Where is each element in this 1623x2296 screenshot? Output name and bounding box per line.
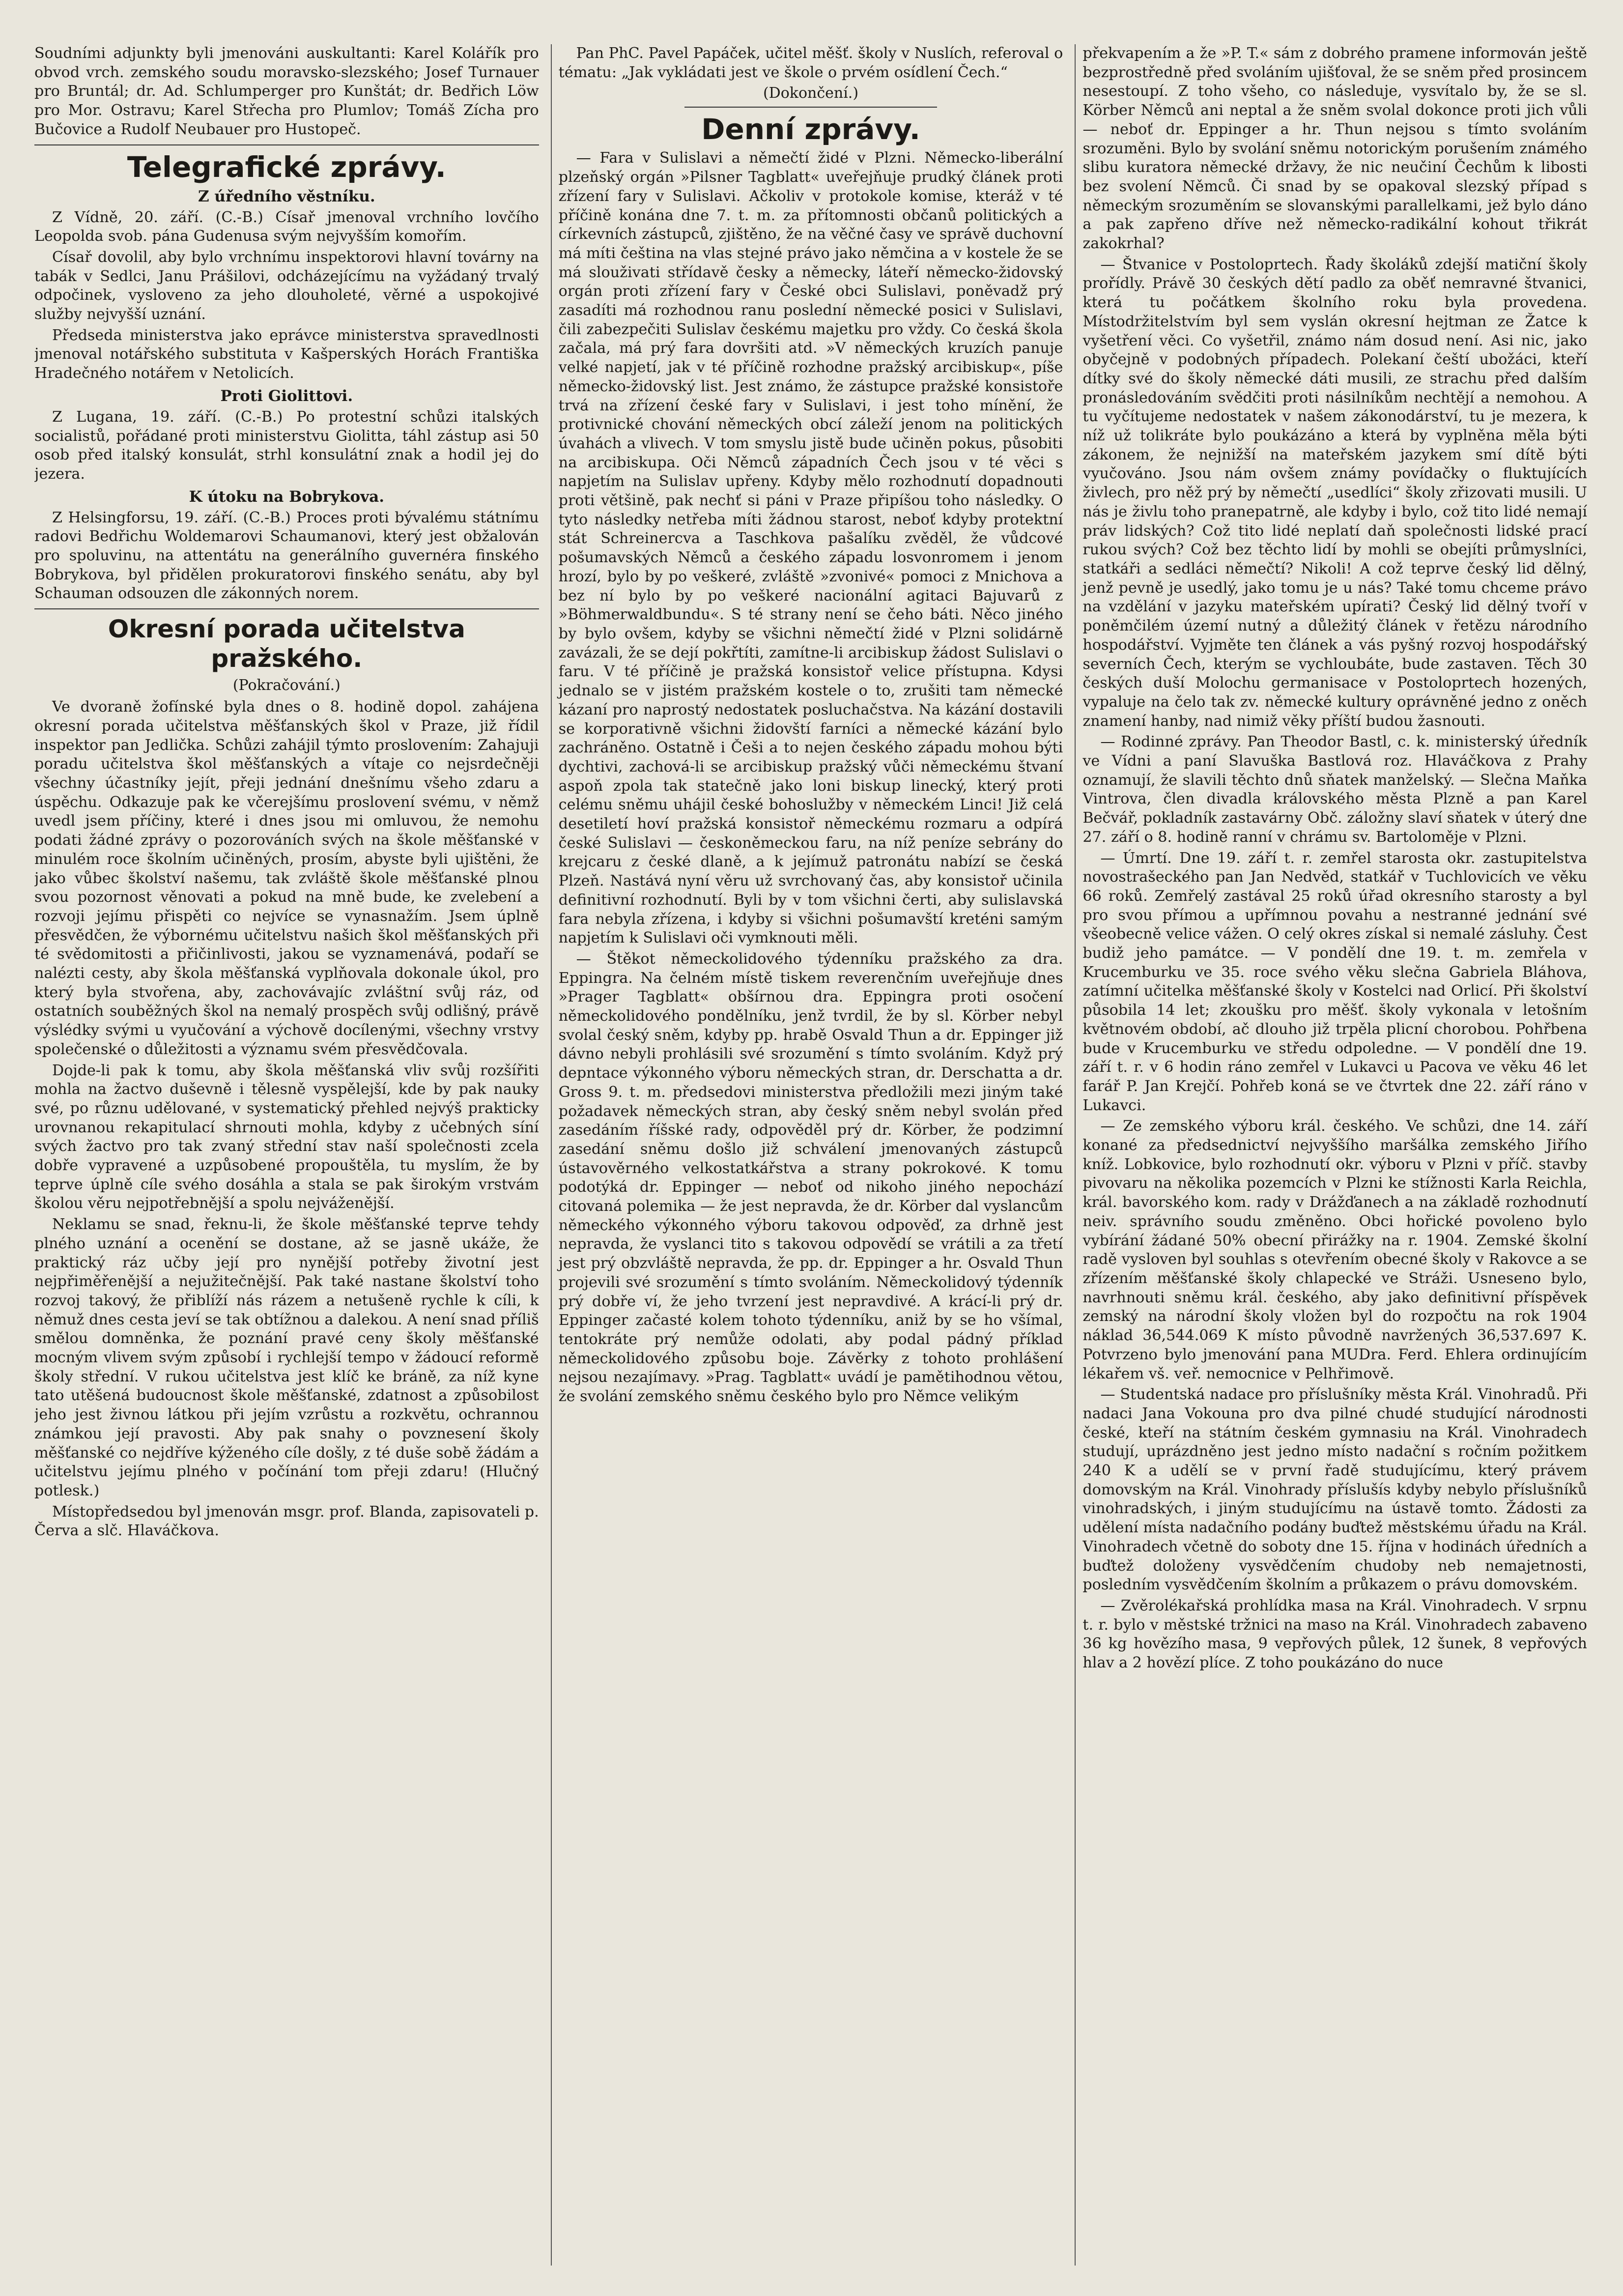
family-news: — Rodinné zprávy. Pan Theodor Bastl, c. k. ministerský úředník ve Vídni a paní Slavuška Bastlová roz. Hlaváčkova z Prahy oznamují, že slavili těchto dnů sňatek manželský. — Slečna Maňka Vintrova, člen divadla královského města Plzně a pan Karel Bečvář, pokladník zastavárny Obč. záložny slaví sňatek v úterý dne 27. září o 8. hodině ranní v chrámu sv. Bartoloměje v Plzni. — [1082, 733, 1588, 846]
obituaries: — Úmrtí. Dne 19. září t. r. zemřel starosta okr. zastupitelstva novostrašeckého pan Jan Nedvěd, statkář v Tuchlovicích ve věku 66 roků. Zemřelý zastával 25 roků úřad okresního starosty a byl pro svou přímou a upřímnou povahu a nestranné jednání své všeobecně velice vážen. O celý okres získal si nemalé zásluhy. Čest budiž jeho památce. — V pondělí dne 19. t. m. zemřela v Krucemburku ve 35. roce svého věku slečna Gabriela Bláhova, zatímní učitelka měšťanské školy v Kostelci nad Orlicí. Při školství působila 14 let; zkoušku pro měšť. školy vykonala v letošním květnovém období, ač dlouho již trpěla plicní chorobou. Pohřbena bude v Krucemburku ve středu odpoledne. — V pondělí dne 19. září t. r. v 6 hodin ráno zemřel v Lukavci u Pacova ve věku 46 let farář P. Jan Krejčí. Pohřeb koná se ve čtvrtek dne 22. září ráno v Lukavci. — [1082, 849, 1588, 1114]
column-3 — [1075, 44, 1587, 2266]
teachers-meeting-heading: Okresní porada učitelstva pražského. — [108, 615, 465, 673]
bobrykov-subheading: K útoku na Bobrykova. — [189, 488, 385, 506]
meeting-paragraph-2: Dojde-li pak k tomu, aby škola měšťanská vliv svůj rozšířiti mohla na žactvo duševně i tělesně vyspělejší, kde by pak nauky své, po různu udělované, v systematický přehled nejvýš prakticky urovnanou rekapitulací shrnouti mohla, kdyby z učebných síní svých žactvo pro tak zvaný střední stav naší společnosti zcela dobře vypravené a uzpůsobené propouštěla, tu myslím, že by teprve úplně cíle svého dosáhla a stala se pak širokým vrstvám školou věru nejpotřebnější a spolu nejváženější. — [34, 1062, 539, 1212]
student-foundation: — Studentská nadace pro příslušníky města Král. Vinohradů. Při nadaci Jana Vokouna pro dva pilné chudé studující národnosti české, kteří na státním českém gymnasiu na Král. Vinohradech studují, uprázdněno jest jedno místo nadační s ročním požitkem 240 K a udělí se v první řadě studujícímu, který právem domovským na Král. Vinohrady příslušís kdyby nebylo příslušníků vinohradských, i jiným studujícímu na ústavě tomto. Žádosti za udělení místa nadačního podány buďtež městskému úřadu na Král. Vinohradech včetně do soboty dne 15. října v hodinách úředních a buďtež doloženy vysvědčením chudoby neb nemajetnosti, posledním vysvědčením školním a průkazem o právu domovském. — [1082, 1386, 1588, 1594]
daily-news-heading: Denní zprávy. — [701, 113, 920, 146]
giolitti-subheading: Proti Giolittovi. — [220, 387, 353, 405]
continuation-note: (Pokračování.) — [232, 677, 341, 694]
eppinger-article: — Štěkot německolidového týdenníku pražského za dra. Eppingra. Na čelném místě tiskem reverenčním uveřejňuje dnes »Prager Tagblatt« obšírnou dra. Eppingra proti osočení německolidového pondělníku, jenž tvrdil, že by sl. Körber nebyl svolal český sněm, kdyby pp. hrabě Osvald Thun a dr. Eppinger již dávno nebyli prohlásili své srozumění s tímto svoláním. Když prý depntace výkonného výboru německých stran, dr. Derschatta a dr. Gross 9. t. m. předsedovi ministerstva předložili mezi jiným také požadavek německých stran, aby český sněm nebyl svolán před zasedáním říšské rady, odpověděl prý dr. Körber, že podzimní zasedání sněmu došlo již schválení jmenovaných zástupců ústavověrného velkostatkářstva a strany pokrokové. K tomu podotýká dr. Eppinger — neboť od nikoho jiného nepochází citovaná polemika — že jest nepravda, že dr. Körber dal vyslancům německého výkonného výboru takovou odpověď, za drhně jest nepravda, že vyslanci tito s takovou odpovědí se vrátili a za třetí jest prý obzvláště nepravda, že pp. dr. Eppinger a hr. Osvald Thun projevili své srozumění s tímto svoláním. Německolidový týdenník prý dobře ví, že jeho tvrzení jest nepravdivé. A krácí-li prý dr. Eppinger začasté kolem tohoto týdenníku, aniž by se ho všímal, tentokráte prý nemůže odolati, aby podal pádný příklad německolidového způsobu boje. Závěrky z tohoto prohlášení nejsou nezajímavy. »Prag. Tagblatt« uvádí je pamětihodnou větou, že svolání zemského sněmu českého bylo pro Němce velikým — [558, 950, 1063, 1406]
vienna-item-3: Předseda ministerstva jako eprávce ministerstva spravedlnosti jmenoval notářského substituta v Kašperských Horách Františka Hradečného notářem v Netolicích. — [34, 326, 539, 382]
judges-appointment: Soudními adjunkty byli jmenováni auskultanti: Karel Kolářík pro obvod vrch. zemského soudu moravsko-slezského; Josef Turnauer pro Bruntál; dr. Ad. Schlumperger pro Kunštát; dr. Bedřich Löw pro Mor. Ostravu; Karel Střecha pro Plumlov; Tomáš Zícha pro Bučovice a Rudolf Neubauer pro Hustopeč. — [34, 45, 539, 138]
eppinger-continued: překvapením a že »P. T.« sám z dobrého pramene informován ještě bezprostředně před svoláním ujišťoval, že se sněm před prosincem nesestoupí. Z toho všeho, co následuje, vysvítalo by, že se sl. Körber Němců ani neptal a že sněm svolal dokonce proti jich vůli — neboť dr. Eppinger a hr. Thun nejsou s tímto svoláním srozuměni. Bylo by svolání sněmu notorickým porušením známého slibu kuratora německé državy, že nic neučiní Čechům k libosti bez svolení Němců. Či snad by se opakoval slezský případ s německým srozuměním se slovanskými parallelkami, jež bylo dáno a pak zapřeno dříve než německo-radikální kohout třikrát zakokrhal? — [1082, 45, 1588, 253]
newspaper-page — [34, 44, 1587, 2266]
meeting-paragraph-4: Místopředsedou byl jmenován msgr. prof. Blanda, zapisovateli p. Červa a slč. Hlaváčkova. — [34, 1503, 539, 1540]
postoloprty-article: — Štvanice v Postoloprtech. Řady školáků zdejší matiční školy prořídly. Právě 30 českých dětí padlo za oběť nemravné štvanici, která tu počátkem školního roku byla provedena. Místodržitelstvím byl sem vyslán okresní hejtman ze Žatce k vyšetření věci. Co vyšetřil, známo nám dosud není. Asi nic, jako obyčejně v podobných případech. Polekaní čeští ubožáci, kteří dítky své do školy německé dáti musili, ze strachu před dalším pronásledováním svědčiti proti násilníkům nechtějí a nemohou. A tu vyčítujeme nedostatek v našem zákonodárství, tu je mezera, k níž už tolikráte bylo poukázáno a která by vyplněna měla býti zákonem, že nejnižší na mateřském jazykem smí dítě býti vyučováno. Jsou nám ovšem známy povídačky o fluktujících živlech, pro něž prý by němečtí „usedlíci“ školy zřizovati musili. U nás je živlu toho pranepatrně, ale kdyby i bylo, což tito lidé nemají práv lidských? Což tito lidé neplatí daň společnosti lidské prací rukou svých? Což bez těchto lidí by mohli se obejíti průmyslníci, statkáři a sedláci němečtí? Nikoli! A což teprve český lid dělný, jenž pevně je usedlý, jako tomu je u nás? Také tomu chceme právo na vzdělání v jazyku mateřském upírati? Český lid dělný tvoří v poněmčilém území nutný a důležitý článek v řetězu národního hospodářství. Vyjměte ten článek a vás pyšný rozvoj hospodářský severních Čech, kterým se vychloubáte, bude zastaven. Těch 30 českých duší Molochu germanisace v Postoloprtech hozených, vypaluje na čelo tak zv. německé kultury oprávněné jedno z oněch znamení hanby, nad nimiž věky příští budou žasnouti. — [1082, 256, 1588, 730]
helsingfors-item: Z Helsingforsu, 19. září. (C.-B.) Proces proti bývalému státnímu radovi Bedřichu Woldemarovi Schaumanovi, který jest obžalován pro spoluvinu, na attentátu na generálního guvernéra finského Bobrykova, byl přidělen prokuratorovi finského senátu, aby byl Schauman odsouzen dle zákonných norem. — [34, 509, 539, 603]
sulislav-parish-article: — Fara v Sulislavi a němečtí židé v Plzni. Německo-liberální plzeňský orgán »Pilsner Tagblatt« uveřejňuje prudký článek proti zřízení fary v Sulislavi. Ačkoliv v protokole komise, kteráž v té příčině konána dne 7. t. m. za přítomnosti občanů politických a církevních zástupců, zjištěno, že na věčné časy ve správě duchovní má míti čeština na vlas stejné právo jako němčina a v kostele že se má slouživati střídavě česky a německy, láteří německo-židovský orgán proti zřízení fary v České obci Sulislavi, poněvadž prý zasadíti má rozhodnou ranu poslední německé posici v Sulislavi, čili zabezpečiti Sulislav českému majetku pro vždy. Co česká škola začala, má prý fara dovršiti atd. »V německých kruzích panuje velké napjetí, jak v té příčině rozhodne pražský arcibiskup«, píše německo-židovský list. Jest známo, že zástupce pražské konsistoře trvá na zřízení české fary v Sulislavi, i jest toho mínění, že protivnické chování německých obcí záleží jenom na politických úvahách a vlivech. V tom smyslu jistě bude učiněn pokus, působiti na arcibiskupa. Oči Němců západních Čech jsou v té věci s napjetím na Sulislav upřeny. Kdyby mělo rozhodnutí dopadnouti proti většině, pak nechť si páni v Praze připíšou toho následky. O tyto následky netřeba míti žádnou starost, neboť kdyby protektní stát Schreinercva a Taschkova pašalíku zvěděl, že vůdcové pošumavských Němců a českého západu losvonromem i jenom hrozí, bylo by po veškeré, zvláště »zvonivé« pomoci z Mnichova a bez ní bylo by po veškeré nacionální agitaci Bajuvarů z »Böhmerwaldbundu«. S té strany není se čeho báti. Něco jiného by bylo ovšem, kdyby se všichni němečtí židé v Plzni solidárně zavázali, že se dejí pokřtíti, zamítne-li arcibiskup žádost Sulislavi o faru. V té příčině je pražská konsistoř velice přístupna. Kdysi jednalo se v jistém pražském kostele o to, zrušiti tam německé kázaní pro naprostý nedostatek posluchačstva. Na kázání dostavili se korporativně všichni židovští farníci a německé kázání bylo zachráněno. Ostatně i Češi a to nejen českého západu mohou býti dychtivi, zachová-li se arcibiskup pražský vůči německému štvaní aspoň zpola tak statečně jako loni biskup linecký, který proti celému sněmu uhájil české bohoslužby v německém Linci! Již celá desetiletí hoví pražská konsistoř německému rozmaru a odpírá české Sulislavi — českoněmeckou faru, na níž peníze sebrány do krejcaru z české dlaně, a k jejímuž patronátu nabízí se česká Plzeň. Nastává nyní věru už svrchovaný čas, aby konsistoř učinila definitivní rozhodnutí. Byli by v tom všichni čerti, aby sulislavská fara nebyla zřízena, i kdyby si všichni pošumavští kreténi samým napjetím k Sulislavi oči vymknouti měli. — [558, 149, 1063, 947]
land-committee-news: — Ze zemského výboru král. českého. Ve schůzi, dne 14. září konané za předsednictví nejvyššího maršálka zemského Jiřího kníž. Lobkovice, bylo rozhodnutí okr. výboru v Plzni v příč. stavby pivovaru na několika pozemcích v Plzni ke stížnosti Karla Reichla, král. bavorského kom. rady v Drážďanech a na základě rozhodnutí neiv. správního soudu změněno. Obci hořické povoleno bylo vybírání žádané 50% obecní přirážky na r. 1904. Zemské školní radě vysloven byl souhlas s otevřením obecné školy v Rakovce a se zřízením měšťanské školy chlapecké ve Stráži. Usneseno bylo, navrhnouti sněmu král. českého, aby jako definitivní příspěvek zemský na národní školy vložen byl do rozpočtu na rok 1904 náklad 36,544.069 K místo původně navržených 36,537.697 K. Potvrzeno bylo jmenování pana MUDra. Ferd. Ehlera ordinujícím lékařem vš. veř. nemocnice v Pelhřimově. — [1082, 1118, 1588, 1382]
divider — [34, 608, 539, 609]
meeting-paragraph-3: Neklamu se snad, řeknu-li, že škole měšťanské teprve tehdy plného uznání a ocenění se dostane, až se jasně ukáže, že praktický ráz učby její pro nynější potřeby životní jest nejpřiměřenější a nejužitečnější. Pak také nastane školství toho rozvoj takový, že přiblíží nás rázem a netušeně rychle k cíli, k němuž dnes cesta jeví se tak obtížnou a dalekou. A není snad příliš smělou domněnka, že poznání pravé ceny školy měšťanské mocným vlivem svým způsobí i rychlejší tempo v žádoucí reformě školy střední. V rukou učitelstva jest klíč ke bráně, za níž kyne tato utěšená budoucnost škole měšťanské, zdatnost a způsobilost jeho jest živnou látkou při jejím vzrůstu a rozkvětu, ochrannou známkou její pravosti. Aby pak snahy o povznesení školy měšťanské co nejdříve kýženého cíle došly, z té duše sobě žádám a učitelstvu jejímu plného v počínání tom přeji zdaru! (Hlučný potlesk.) — [34, 1216, 539, 1499]
column-1 — [34, 44, 539, 2266]
vienna-item-1: Z Vídně, 20. září. (C.-B.) Císař jmenoval vrchního lovčího Leopolda svob. pána Gudenusa svým nejvyšším komořím. — [34, 208, 539, 245]
official-bulletin-subheading: Z úředního věstníku. — [198, 187, 375, 205]
vienna-item-2: Císař dovolil, aby bylo vrchnímu inspektorovi hlavní továrny na tabák v Sedlci, Janu Prášilovi, odcházejícímu na vyžádaný trvalý odpočinek, vysloveno za jeho dlouholeté, věrné a uspokojivé služby nejvyšší uznání. — [34, 248, 539, 323]
conclusion-note: (Dokončení.) — [763, 85, 859, 102]
meat-inspection: — Zvěrolékařská prohlídka masa na Král. Vinohradech. V srpnu t. r. bylo v městské tržnici na maso na Král. Vinohradech zabaveno 36 kg hovězího masa, 9 vepřových půlek, 12 šunek, 8 vepřových hlav a 2 hovězí plíce. Z toho poukázáno do nuce — [1082, 1597, 1588, 1672]
lugano-item: Z Lugana, 19. září. (C.-B.) Po protestní schůzi italských socialistů, pořádané proti ministerstvu Giolitta, táhl zástup asi 50 osob před italský konsulát, strhl konsulátní znak a hodil jej do jezera. — [34, 408, 539, 483]
telegraf-heading: Telegrafické zprávy. — [127, 150, 446, 184]
column-2 — [551, 44, 1063, 2266]
papacek-item: Pan PhC. Pavel Papáček, učitel měšť. školy v Nuslích, referoval o tématu: „Jak vykládati jest ve škole o prvém osídlení Čech.“ — [558, 45, 1063, 81]
divider — [34, 144, 539, 145]
divider — [684, 107, 937, 108]
meeting-paragraph-1: Ve dvoraně žofínské byla dnes o 8. hodině dopol. zahájena okresní porada učitelstva měšťanských škol v Praze, již řídil inspektor pan Jedlička. Schůzi zahájil týmto proslovením: Zahajuji poradu učitelstva škol měšťanských a vítaje co nejsrdečněji všechny účastníky jejít, přeji jednání dnešnímu všeho zdaru a úspěchu. Odkazuje pak ke včerejšímu proslovení svému, v němž uvedl jsem příčiny, které i dnes jsou mi omluvou, že nemohu podati žádné zprávy o pozorováních svých na škole měšťanské v minulém roce školním učiněných, prosím, abyste byli ujištěni, že jako vůbec školství našemu, tak zvláště škole měšťanské plnou svou pozornost věnovati a pokud na mně bude, ke zvelebení a rozvoji jejímu přispěti co nejvíce se vynasnažím. Jsem úplně přesvědčen, že výbornému učitelstvu našich škol měšťanských při té svědomitosti a přičinlivosti, jakou se vyznamenává, podaří se nalézti cesty, aby škola měšťanská vyplňovala dokonale úkol, pro který byla stvořena, aby, zachovávajíc zvláštní svůj ráz, od ostatních souběžných škol na nemalý prospěch svůj odlišný, právě výslédky svými u vyučování a výchově docílenými, všechny vrstvy společenské o důležitosti a významu svém přesvědčovala. — [34, 698, 539, 1058]
